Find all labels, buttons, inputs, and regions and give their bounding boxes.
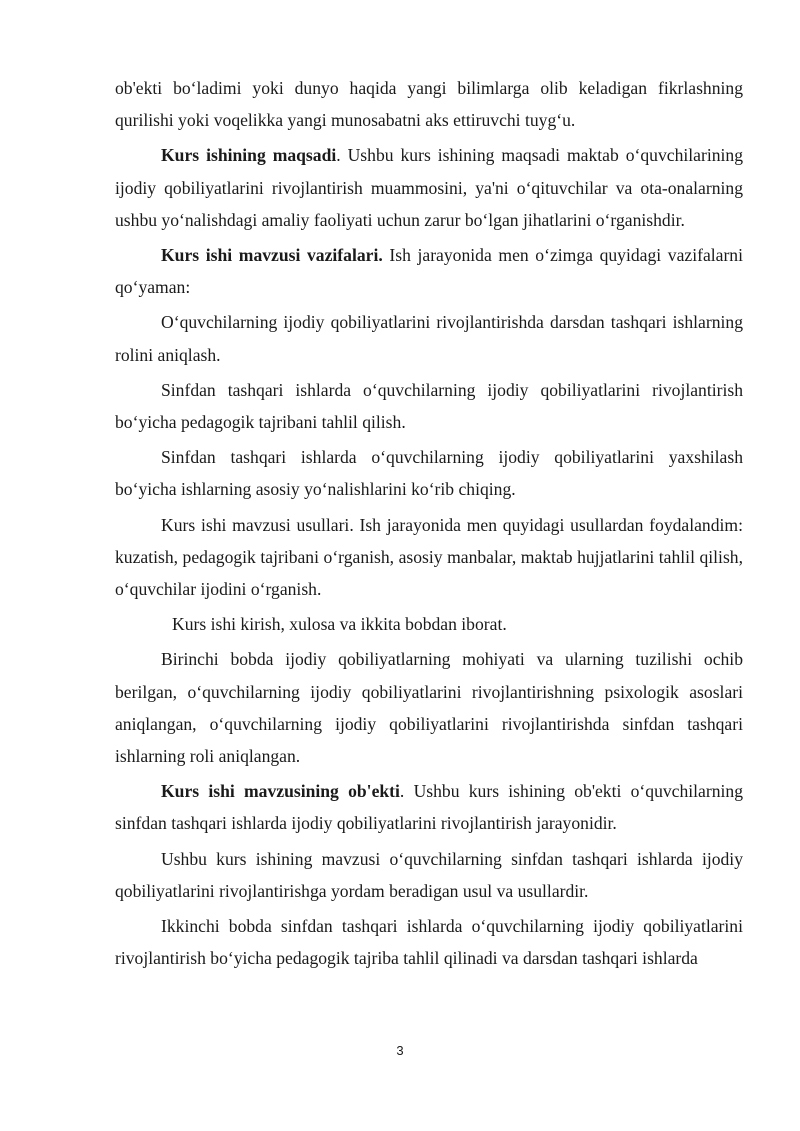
paragraph-heading: Kurs ishining maqsadi <box>161 145 337 166</box>
paragraph-text: Sinfdan tashqari ishlarda o‘quvchilarning ijodiy qobiliyatlarini yaxshilash bo‘yicha ishlarning asosiy yo‘nalishlarini ko‘rib chiqing. <box>115 447 743 500</box>
paragraph-text: . Ushbu kurs ishining ob'ekti o‘quvchilarning sinfdan tashqari ishlarda ijodiy qobiliyatlarini rivojlantirish jarayonidir. <box>115 781 744 834</box>
paragraph-heading: Kurs ishi mavzusining ob'ekti <box>161 781 400 802</box>
paragraph-text: Sinfdan tashqari ishlarda o‘quvchilarning ijodiy qobiliyatlarini rivojlantirish bo‘yicha pedagogik tajribani tahlil qilish. <box>115 379 743 433</box>
paragraph-task-2 <box>115 374 743 438</box>
paragraph-text: Kurs ishi mavzusi usullari. Ish jarayonida men quyidagi usullardan foydalandim: kuzatish, pedagogik tajribani o‘rganish, asosiy manbalar, maktab hujjatlarini tahlil qilish, o‘quvchilar ijodini o‘rganish. <box>115 514 743 600</box>
paragraph-task-1 <box>115 306 743 370</box>
paragraph-text: O‘quvchilarning ijodiy qobiliyatlarini rivojlantirishda darsdan tashqari ishlarning rolini aniqlash. <box>115 312 743 365</box>
paragraph-chapter-two <box>115 910 743 974</box>
paragraph-heading: Kurs ishi mavzusi vazifalari. <box>161 245 383 266</box>
paragraph-course-object <box>115 775 743 839</box>
paragraph-text: Ikkinchi bobda sinfdan tashqari ishlarda o‘quvchilarning ijodiy qobiliyatlarini rivojlantirish bo‘yicha pedagogik tajriba tahlil qilinadi va darsdan tashqari ishlarda <box>115 916 743 969</box>
paragraph-text: Ish jarayonida men o‘zimga quyidagi vazifalarni qo‘yaman: <box>115 245 743 298</box>
paragraph-text: . Ushbu kurs ishining maqsadi maktab o‘quvchilarining ijodiy qobiliyatlarini rivojlantirish muammosini, ya'ni o‘qituvchilar va ota-onalarning ushbu yo‘nalishdagi amaliy faoliyati uchun zarur bo‘lgan jihatlarini o‘rganishdir. <box>115 145 743 230</box>
paragraph-text: ob'ekti bo‘ladimi yoki dunyo haqida yangi bilimlarga olib keladigan fikrlashning qurilishi yoki voqelikka yangi munosabatni aks ettiruvchi tuyg‘u. <box>115 78 743 131</box>
paragraph-chapter-one <box>115 643 743 772</box>
paragraph-course-tasks <box>115 239 743 303</box>
paragraph-task-3 <box>115 441 743 505</box>
paragraph-course-goal <box>115 139 743 236</box>
paragraph-structure <box>115 608 743 640</box>
paragraph-text: Birinchi bobda ijodiy qobiliyatlarning mohiyati va ularning tuzilishi ochib berilgan, o‘quvchilarning ijodiy qobiliyatlarini rivojlantirishning psixologik asoslari aniqlangan, o‘quvchilarning ijodiy qobiliyatlarini rivojlantirishda sinfdan tashqari ishlarning roli aniqlangan. <box>115 649 743 767</box>
paragraph-course-subject <box>115 843 743 907</box>
paragraph-continuation <box>115 72 743 136</box>
document-page <box>115 72 743 977</box>
paragraph-text: Ushbu kurs ishining mavzusi o‘quvchilarning sinfdan tashqari ishlarda ijodiy qobiliyatlarini rivojlantirishga yordam beradigan usul va usullardir. <box>115 848 743 901</box>
paragraph-methods <box>115 509 743 606</box>
paragraph-text: Kurs ishi kirish, xulosa va ikkita bobdan iborat. <box>172 614 507 635</box>
page-number: 3 <box>396 1043 404 1058</box>
